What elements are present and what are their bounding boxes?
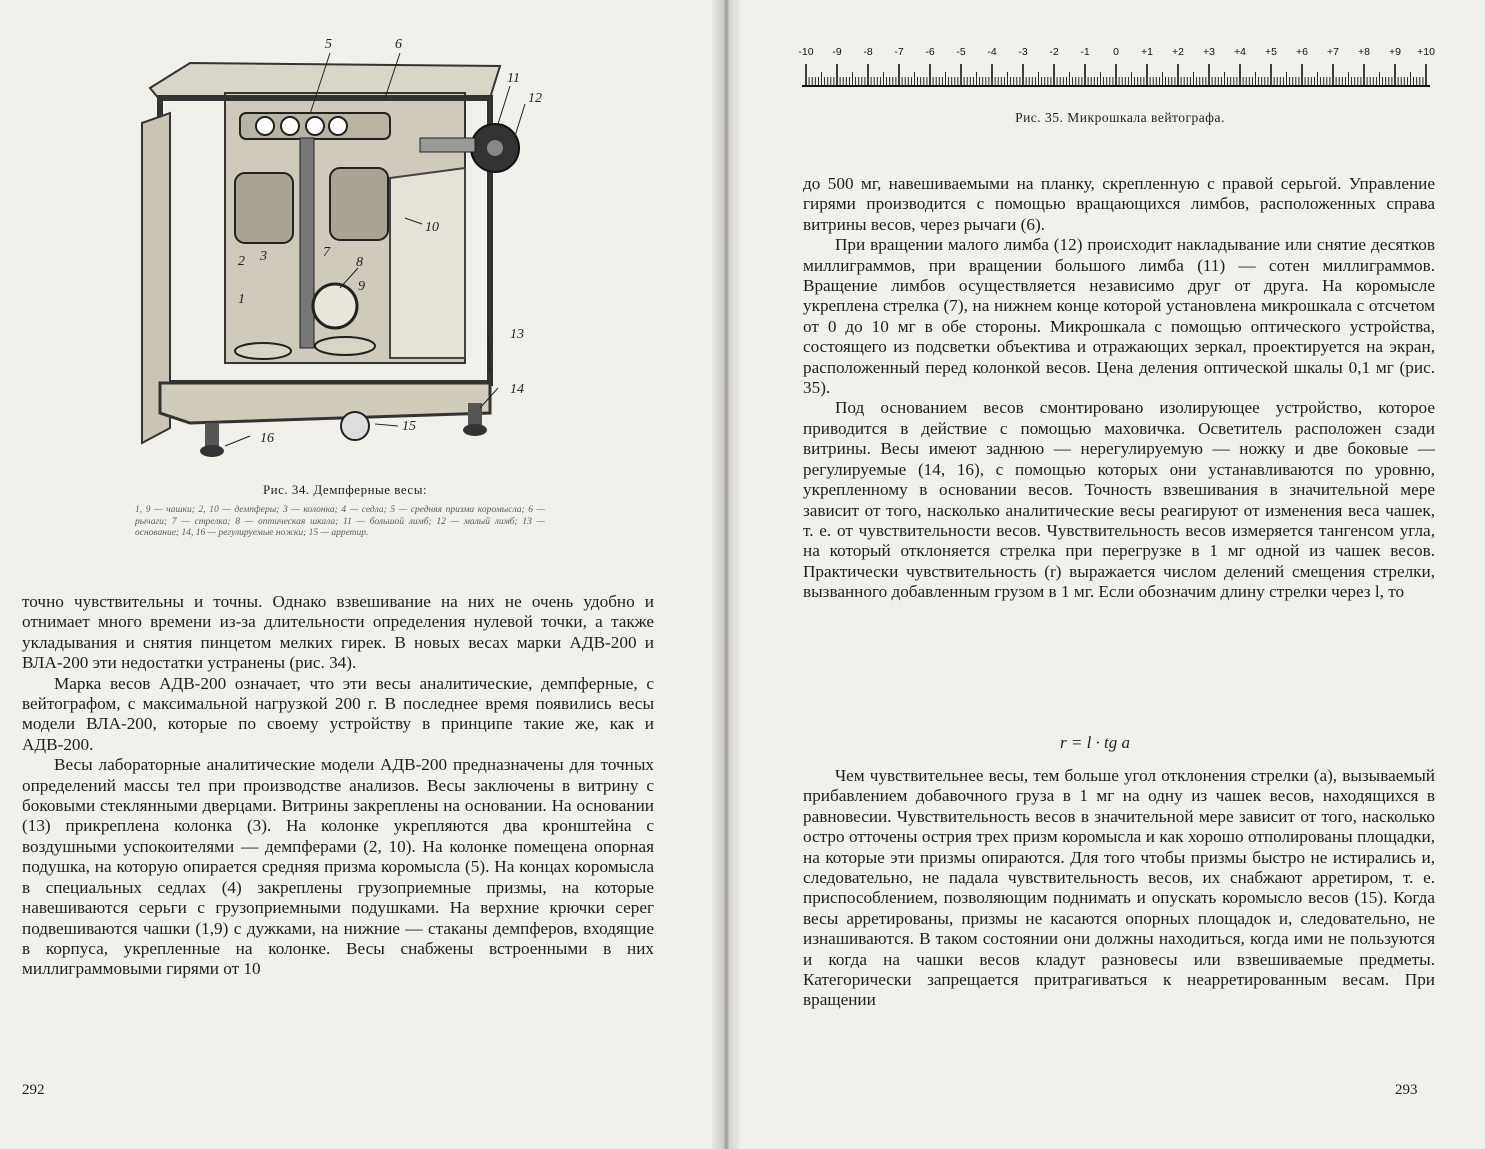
figure-34-caption: Рис. 34. Демпферные весы: (262, 482, 428, 497)
callout-8: 8 (356, 255, 363, 270)
scale-label: -10 (798, 46, 814, 58)
scale-label: -4 (987, 46, 997, 58)
page-number-left: 292 (22, 1082, 45, 1098)
scale-label: +5 (1265, 46, 1277, 58)
callout-12: 12 (528, 91, 542, 106)
paragraph: При вращении малого лимба (12) происходит накладывание или снятие десятков миллиграммов, при вращении большого лимба (11) — сотен миллиграммов. Вращение лимбов осуществляется независимо друг от друга. На коромысле укреплена стрелка (7), на нижнем конце которой установлена микрошкала с отсчетом от 0 до 10 мг в обе стороны. Микрошкала с помощью оптического устройства, состоящего из подсветки объектива и отражающих зеркал, проектируется на экран, расположенный перед колонкой весов. Цена деления оптической шкалы 0,1 мг (рис. 35). (803, 235, 1435, 398)
scale-label: -6 (925, 46, 935, 58)
callout-10: 10 (425, 220, 439, 235)
left-page (0, 0, 726, 1149)
callout-6: 6 (395, 37, 402, 52)
figure-35-caption: Рис. 35. Микрошкала вейтографа. (1015, 110, 1225, 125)
scale-label: -7 (894, 46, 904, 58)
paragraph: Марка весов АДВ-200 означает, что эти весы аналитические, демпферные, с вейтографом, с максимальной нагрузкой 200 г. В последнее время появились весы модели ВЛА-200, которые по своему устройству в принципе такие же, как и АДВ-200. (22, 673, 654, 754)
sensitivity-formula: r = l · tg a (1060, 733, 1131, 752)
scale-label: +2 (1172, 46, 1184, 58)
scale-label: +9 (1389, 46, 1401, 58)
figure-34-balance-illustration (130, 28, 560, 468)
scale-label: -8 (863, 46, 873, 58)
figure-34-legend: 1, 9 — чашки; 2, 10 — демпферы; 3 — колонка; 4 — седла; 5 — средняя призма коромысла; 6 — рычаги; 7 — стрелка; 8 — оптическая шкала; 11 — большой лимб; 12 — малый лимб; 13 — основание; 14, 16 — регулируемые ножки; 15 — арретир. (135, 505, 545, 538)
paragraph: Чем чувствительнее весы, тем больше угол отклонения стрелки (a), вызываемый прибавлением добавочного груза в 1 мг на одну из чашек весов, находящихся в равновесии. Чувствительность весов в значительной мере зависит от того, насколько остро отточены острия трех призм коромысла и как хорошо отполированы площадки, на которые эти призмы опираются. Для того чтобы призмы быстро не истирались и, следовательно, не падала чувствительность весов, их снабжают арретиром, т. е. приспособлением, позволяющим поднимать и опускать коромысло весов (15). Когда весы арретированы, призмы не касаются опорных площадок и, следовательно, не изнашиваются. В таком состоянии они должны находиться, когда ими не пользуются и когда на чашки весов кладут разновесы или взвешиваемые предметы. Категорически запрещается притрагиваться к неарретированным весам. При вращении (803, 766, 1435, 1010)
callout-14: 14 (510, 382, 524, 397)
callout-3: 3 (260, 249, 267, 264)
paragraph: до 500 мг, навешиваемыми на планку, скрепленную с правой серьгой. Управление гирями производится с помощью вращающихся лимбов, расположенных справа витрины весов, через рычаги (6). (803, 174, 1435, 234)
paragraph: точно чувствительны и точны. Однако взвешивание на них не очень удобно и отнимает много времени из-за длительности определения нулевой точки, а также укладывания и снятия пинцетом мелких гирек. В новых весах марки АДВ-200 и ВЛА-200 эти недостатки устранены (рис. 34). (22, 592, 654, 673)
callout-7: 7 (323, 245, 330, 260)
scale-label: +1 (1141, 46, 1153, 58)
paragraph: Весы лабораторные аналитические модели АДВ-200 предназначены для точных определений массы тел при производстве анализов. Весы заключены в витрину с боковыми стеклянными дверцами. Витрины закреплены на основании. На основании (13) прикреплена колонка (3). На колонке укрепляются два кронштейна с воздушными успокоителями — демпферами (2, 10). На колонке помещена опорная подушка, на которую опирается средняя призма коромысла (5). На концах коромысла в специальных седлах (4) закреплены грузоприемные призмы, на которые навешиваются серьги с грузоприемными подушками. На верхние крючки серег подвешиваются чашки (1,9) с дужками, на нижние — стаканы демпферов, входящие в корпуса, укрепленные на колонке. Весы снабжены встроенными в них миллиграммовыми гирями от 10 (22, 755, 654, 979)
right-body-text-2 (803, 766, 1435, 1011)
callout-9: 9 (358, 279, 365, 294)
callout-1: 1 (238, 292, 245, 307)
figure-35-microscale (800, 40, 1435, 95)
scale-label: +8 (1358, 46, 1370, 58)
callout-16: 16 (260, 431, 274, 446)
scale-label: -1 (1080, 46, 1090, 58)
paragraph: Под основанием весов смонтировано изолирующее устройство, которое приводится в действие с помощью маховичка. Осветитель расположен сзади витрины. Весы имеют заднюю — нерегулируемую — ножку и две боковые — регулируемые (14, 16), с помощью которых они устанавливаются по уровню, укрепленному в основании весов. Точность взвешивания в значительной мере зависит от того, насколько аналитические весы реагируют от изменения веса чашек, т. е. от чувствительности весов. Чувствительность весов измеряется тангенсом угла, на который отклоняется стрелка при перегрузке в 1 мг одной из чашек весов. Практически чувствительность (r) выражается числом делений смещения стрелки, вызванного добавленным грузом в 1 мг. Если обозначим длину стрелки через l, то (803, 398, 1435, 602)
scale-label: 0 (1113, 46, 1119, 58)
right-page (740, 0, 1485, 1149)
scale-label: -9 (832, 46, 842, 58)
scale-label: +7 (1327, 46, 1339, 58)
microscale-ruler (800, 40, 1435, 95)
scale-label: +6 (1296, 46, 1308, 58)
scale-label: +3 (1203, 46, 1215, 58)
book-gutter (712, 0, 740, 1149)
callout-2: 2 (238, 254, 245, 269)
left-body-text (22, 592, 654, 980)
balance-drawing (130, 28, 560, 468)
scale-label: -5 (956, 46, 966, 58)
callout-13: 13 (510, 327, 524, 342)
scale-label: -2 (1049, 46, 1059, 58)
scale-label: -3 (1018, 46, 1028, 58)
right-body-text-1 (803, 174, 1435, 603)
callout-15: 15 (402, 419, 416, 434)
callout-5: 5 (325, 37, 332, 52)
scale-label: +4 (1234, 46, 1246, 58)
callout-11: 11 (507, 71, 520, 86)
page-number-right: 293 (1395, 1082, 1418, 1098)
scale-label: +10 (1417, 46, 1435, 58)
